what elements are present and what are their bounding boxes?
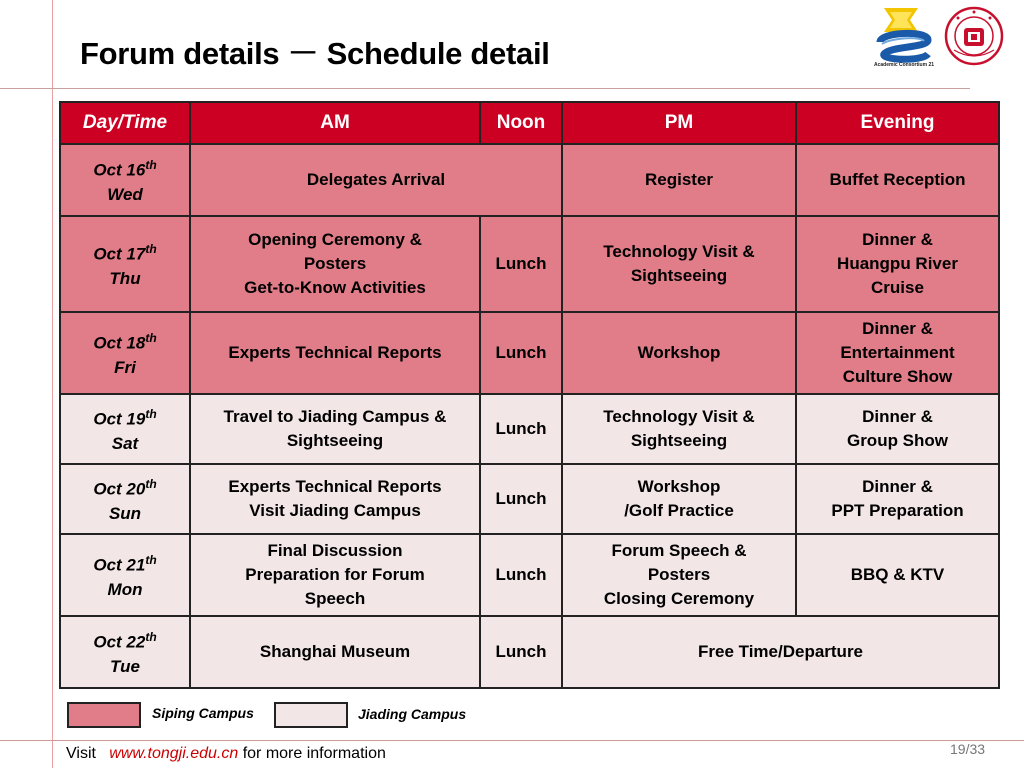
evening-cell: Buffet Reception	[796, 144, 999, 216]
date-suffix: th	[145, 630, 157, 645]
pm-cell: Register	[562, 144, 796, 216]
date-suffix: th	[145, 158, 157, 173]
noon-cell: Lunch	[480, 464, 562, 534]
date-suffix: th	[145, 477, 157, 492]
pm-cell: Technology Visit & Sightseeing	[562, 394, 796, 464]
page-title: Forum details － Schedule detail	[80, 36, 550, 71]
table-row	[60, 394, 999, 464]
date-suffix: th	[145, 407, 157, 422]
weekday: Thu	[109, 268, 141, 288]
date: Oct 19	[93, 409, 146, 429]
day-cell	[60, 312, 190, 394]
pm-cell: Workshop /Golf Practice	[562, 464, 796, 534]
am-cell: Opening Ceremony & Posters Get-to-Know Activities	[190, 216, 480, 312]
footer-suffix: for more information	[242, 745, 386, 762]
am-cell: Experts Technical Reports Visit Jiading Campus	[190, 464, 480, 534]
left-accent-line	[52, 0, 53, 768]
am-noon-cell: Delegates Arrival	[190, 144, 562, 216]
weekday: Fri	[114, 357, 136, 377]
footer-divider	[0, 740, 1024, 741]
day-cell	[60, 394, 190, 464]
noon-cell: Lunch	[480, 616, 562, 688]
evening-cell: Dinner & PPT Preparation	[796, 464, 999, 534]
pm-cell: Forum Speech & Posters Closing Ceremony	[562, 534, 796, 616]
date: Oct 16	[93, 160, 146, 180]
pm-cell: Technology Visit & Sightseeing	[562, 216, 796, 312]
tongji-university-seal	[944, 6, 1004, 66]
am-cell: Final Discussion Preparation for Forum Speech	[190, 534, 480, 616]
noon-cell: Lunch	[480, 394, 562, 464]
noon-cell: Lunch	[480, 216, 562, 312]
weekday: Wed	[107, 184, 143, 204]
legend-jiading-swatch	[274, 702, 348, 728]
table-row	[60, 144, 999, 216]
day-cell	[60, 464, 190, 534]
am-cell: Experts Technical Reports	[190, 312, 480, 394]
table-row	[60, 312, 999, 394]
title-divider	[0, 88, 970, 89]
pm-cell: Workshop	[562, 312, 796, 394]
day-cell	[60, 534, 190, 616]
evening-cell: Dinner & Entertainment Culture Show	[796, 312, 999, 394]
pm-evening-cell: Free Time/Departure	[562, 616, 999, 688]
evening-cell: Dinner & Huangpu River Cruise	[796, 216, 999, 312]
noon-cell: Lunch	[480, 312, 562, 394]
table-header-row	[60, 102, 999, 144]
table-row	[60, 216, 999, 312]
footer-text	[66, 745, 386, 763]
header-evening: Evening	[796, 102, 999, 144]
table-row	[60, 464, 999, 534]
footer-url-link[interactable]: www.tongji.edu.cn	[109, 745, 239, 762]
table-row	[60, 534, 999, 616]
header-am: AM	[190, 102, 480, 144]
day-cell	[60, 616, 190, 688]
am-cell: Shanghai Museum	[190, 616, 480, 688]
noon-cell: Lunch	[480, 534, 562, 616]
header-noon: Noon	[480, 102, 562, 144]
footer-prefix: Visit	[66, 745, 96, 762]
date-suffix: th	[145, 331, 157, 346]
legend-siping-swatch	[67, 702, 141, 728]
weekday: Sat	[111, 433, 139, 453]
weekday: Tue	[110, 656, 140, 676]
header-daytime: Day/Time	[60, 102, 190, 144]
weekday: Mon	[107, 579, 143, 599]
date: Oct 20	[93, 479, 146, 499]
am-cell: Travel to Jiading Campus & Sightseeing	[190, 394, 480, 464]
evening-cell: BBQ & KTV	[796, 534, 999, 616]
date-suffix: th	[145, 242, 157, 257]
date: Oct 18	[93, 333, 146, 353]
table-row	[60, 616, 999, 688]
schedule-table	[59, 101, 1000, 689]
page-number: 19/33	[950, 741, 986, 757]
day-cell	[60, 216, 190, 312]
day-cell	[60, 144, 190, 216]
date-suffix: th	[145, 553, 157, 568]
legend-siping-label: Siping Campus	[152, 705, 254, 721]
date: Oct 17	[93, 244, 146, 264]
evening-cell: Dinner & Group Show	[796, 394, 999, 464]
weekday: Sun	[108, 503, 142, 523]
header-pm: PM	[562, 102, 796, 144]
date: Oct 21	[93, 555, 146, 575]
consortium-caption: Academic Consortium 21	[873, 62, 935, 68]
date: Oct 22	[93, 632, 146, 652]
legend-jiading-label: Jiading Campus	[358, 706, 467, 722]
